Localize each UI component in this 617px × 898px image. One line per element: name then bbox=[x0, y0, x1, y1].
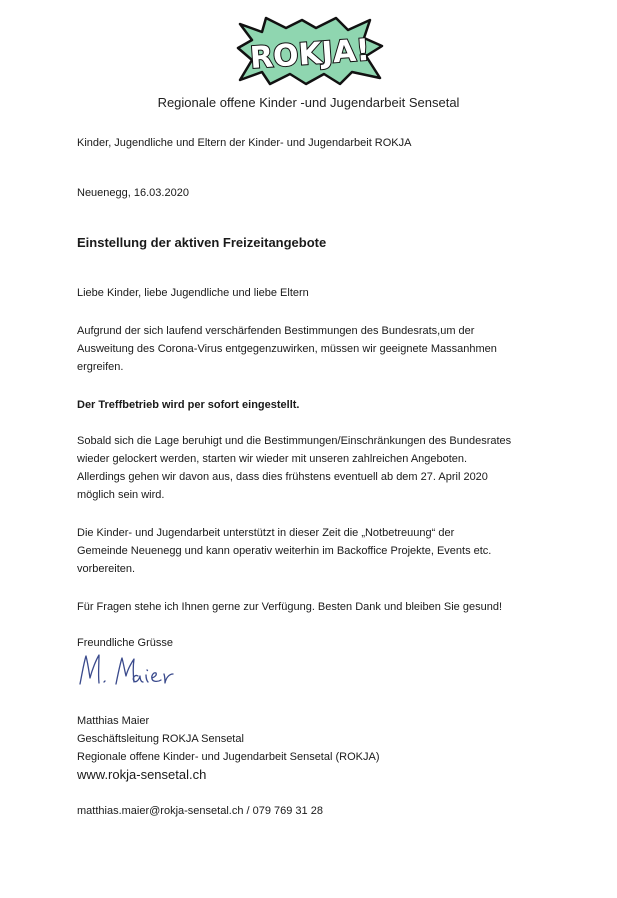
paragraph-2-line: Allerdings gehen wir davon aus, dass dies frühstens eventuell ab dem 27. April 2020 bbox=[77, 471, 488, 483]
sender-role: Geschäftsleitung ROKJA Sensetal bbox=[77, 733, 244, 745]
rokja-logo bbox=[236, 16, 384, 86]
paragraph-4: Für Fragen stehe ich Ihnen gerne zur Verfügung. Besten Dank und bleiben Sie gesund! bbox=[77, 601, 503, 613]
paragraph-1-line: ergreifen. bbox=[77, 361, 124, 373]
bold-statement: Der Treffbetrieb wird per sofort eingestellt. bbox=[77, 399, 300, 411]
paragraph-3 bbox=[77, 524, 547, 578]
paragraph-1-line: Aufgrund der sich laufend verschärfenden Bestimmungen des Bundesrats,um der bbox=[77, 325, 475, 337]
paragraph-3-line: Die Kinder- und Jugendarbeit unterstützt in dieser Zeit die „Notbetreuung“ der bbox=[77, 527, 455, 539]
sender-website-link[interactable]: www.rokja-sensetal.ch bbox=[77, 767, 207, 782]
sender-block bbox=[77, 712, 547, 784]
closing: Freundliche Grüsse bbox=[77, 637, 173, 649]
paragraph-1-line: Ausweitung des Corona-Virus entgegenzuwirken, müssen wir geeignete Massanhmen bbox=[77, 343, 497, 355]
paragraph-2-line: Sobald sich die Lage beruhigt und die Bestimmungen/Einschränkungen des Bundesrates bbox=[77, 435, 512, 447]
recipient-line: Kinder, Jugendliche und Eltern der Kinder- und Jugendarbeit ROKJA bbox=[77, 137, 412, 149]
salutation: Liebe Kinder, liebe Jugendliche und liebe Eltern bbox=[77, 287, 309, 299]
paragraph-3-line: vorbereiten. bbox=[77, 563, 136, 575]
paragraph-1 bbox=[77, 322, 547, 376]
sender-organization: Regionale offene Kinder- und Jugendarbeit Sensetal (ROKJA) bbox=[77, 751, 380, 763]
organization-title: Regionale offene Kinder -und Jugendarbeit Sensetal bbox=[157, 95, 460, 110]
sender-name: Matthias Maier bbox=[77, 715, 150, 727]
sender-contact[interactable]: matthias.maier@rokja-sensetal.ch / 079 769 31 28 bbox=[77, 805, 323, 817]
paragraph-2-line: möglich sein wird. bbox=[77, 489, 165, 501]
letter-subject: Einstellung der aktiven Freizeitangebote bbox=[77, 235, 327, 250]
paragraph-2 bbox=[77, 432, 547, 504]
logo-text: ROKJA! bbox=[248, 32, 371, 77]
paragraph-2-line: wieder gelockert werden, starten wir wieder mit unseren zahlreichen Angeboten. bbox=[77, 453, 468, 465]
paragraph-3-line: Gemeinde Neuenegg und kann operativ weiterhin im Backoffice Projekte, Events etc. bbox=[77, 545, 492, 557]
place-date: Neuenegg, 16.03.2020 bbox=[77, 187, 189, 199]
handwritten-signature bbox=[72, 650, 182, 690]
